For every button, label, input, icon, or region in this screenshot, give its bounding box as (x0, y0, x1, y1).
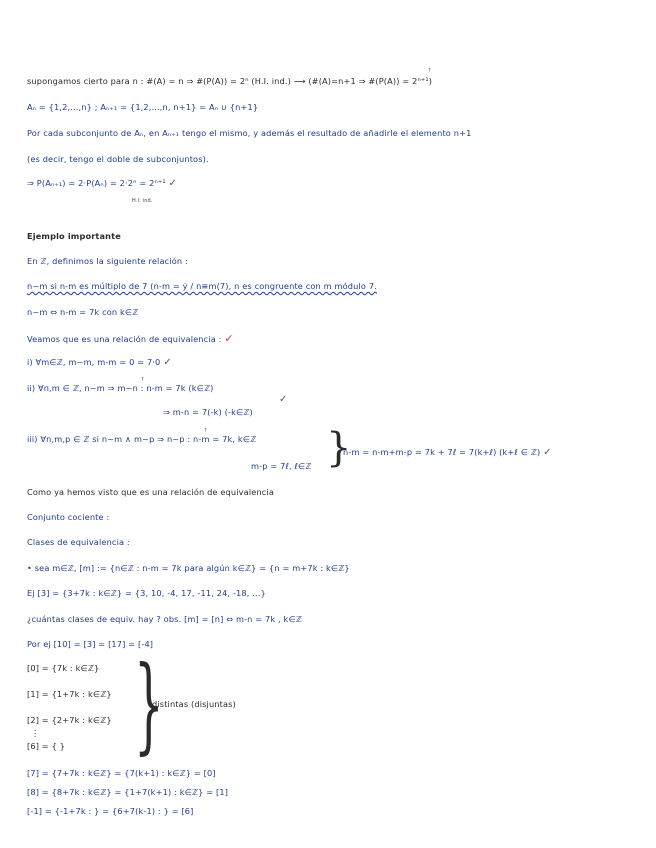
vertical-dots: ⋮ (31, 728, 40, 738)
arrow-question-mark: ? (141, 377, 144, 383)
already-seen-line: Como ya hemos visto que es una relación de equivalencia (27, 487, 275, 497)
relation-equivalence-form: n~m ⇔ n-m = 7k con k∈ℤ (27, 307, 139, 317)
equivalence-classes-heading: Clases de equivalencia : (27, 537, 130, 547)
quotient-set-heading: Conjunto cociente : (27, 512, 110, 522)
class-zero: [0] = {7k : k∈ℤ} (27, 663, 100, 673)
transitive-property-result: n-m = n-m+m-p = 7k + 7ℓ = 7(k+ℓ) (k+ℓ ∈ ℤ) ✓ (343, 447, 552, 458)
class-one: [1] = {1+7k : k∈ℤ} (27, 689, 112, 699)
class-seven: [7] = {7+7k : k∈ℤ} = {7(k+1) : k∈ℤ} = [0] (27, 768, 216, 778)
check-mark: ✓ (163, 357, 172, 368)
example-heading: Ejemplo importante (27, 231, 121, 241)
class-six: [6] = { } (27, 741, 66, 751)
relation-definition-line: n~m si n-m es múltiplo de 7 (n-m = ẏ / n≡m(7), n es congruente con m módulo 7. (27, 281, 377, 291)
brace-label: distintas (disjuntas) (152, 699, 236, 709)
symmetric-property-conclusion: ⇒ m-n = 7(-k) (-k∈ℤ) (163, 407, 253, 417)
transitive-property-second: m-p = 7ℓ, ℓ∈ℤ (251, 461, 312, 471)
check-mark: ✓ (168, 178, 178, 189)
arrow-question-mark: ? (428, 68, 431, 74)
sets-definition-line: Aₙ = {1,2,...,n} ; Aₙ₊₁ = {1,2,...,n, n+1} = Aₙ ∪ {n+1} (27, 102, 259, 112)
induction-hypothesis-line: supongamos cierto para n : #(A) = n ⇒ #(P(A)) = 2ⁿ (H.I. ind.) ⟶ (#(A)=n+1 ⇒ #(P(A)) = 2ⁿ⁺¹) (27, 76, 433, 86)
subset-argument-line-2: (es decir, tengo el doble de subconjuntos). (27, 154, 209, 164)
class-two: [2] = {2+7k : k∈ℤ} (27, 715, 112, 725)
class-minus-one: [-1] = {-1+7k : } = {6+7(k-1) : } = [6] (27, 806, 194, 816)
class-example-line: Ej [3] = {3+7k : k∈ℤ} = {3, 10, -4, 17, -11, 24, -18, ...} (27, 588, 266, 598)
verify-equivalence-line: Veamos que es una relación de equivalencia : ✓ (27, 332, 234, 345)
class-definition-line: • sea m∈ℤ, [m] := {n∈ℤ : n-m = 7k para algún k∈ℤ} = {n = m+7k : k∈ℤ} (27, 563, 350, 573)
relation-definition-intro: En ℤ, definimos la siguiente relación : (27, 256, 188, 266)
right-brace: } (326, 425, 352, 471)
reflexive-property: i) ∀m∈ℤ, m~m, m-m = 0 = 7·0 ✓ (27, 357, 172, 368)
transitive-property: iii) ∀n,m,p ∈ ℤ si n~m ∧ m~p ⇒ n~p : n-m = 7k, k∈ℤ (27, 434, 257, 444)
arrow-question-mark: ? (204, 428, 207, 434)
symmetric-property: ii) ∀n,m ∈ ℤ, n~m ⇒ m~n : n-m = 7k (k∈ℤ) (27, 383, 214, 393)
subset-argument-line: Por cada subconjunto de Aₙ, en Aₙ₊₁ tengo el mismo, y además el resultado de añadirle el elemento n+1 (27, 128, 472, 138)
class-equality-example: Por ej [10] = [3] = [17] = [-4] (27, 639, 154, 649)
right-brace-large: } (134, 643, 164, 765)
red-check-mark: ✓ (224, 332, 234, 345)
check-mark: ✓ (543, 447, 552, 458)
induction-conclusion-line: ⇒ P(Aₙ₊₁) = 2·P(Aₙ) = 2·2ⁿ = 2ⁿ⁺¹ ✓ (27, 178, 178, 189)
how-many-classes-line: ¿cuántas clases de equiv. hay ? obs. [m] = [n] ⇔ m-n = 7k , k∈ℤ (27, 614, 302, 624)
check-mark: ✓ (279, 394, 288, 405)
induction-note: H.I. ind. (132, 198, 153, 204)
class-eight: [8] = {8+7k : k∈ℤ} = {1+7(k+1) : k∈ℤ} = [1] (27, 787, 229, 797)
